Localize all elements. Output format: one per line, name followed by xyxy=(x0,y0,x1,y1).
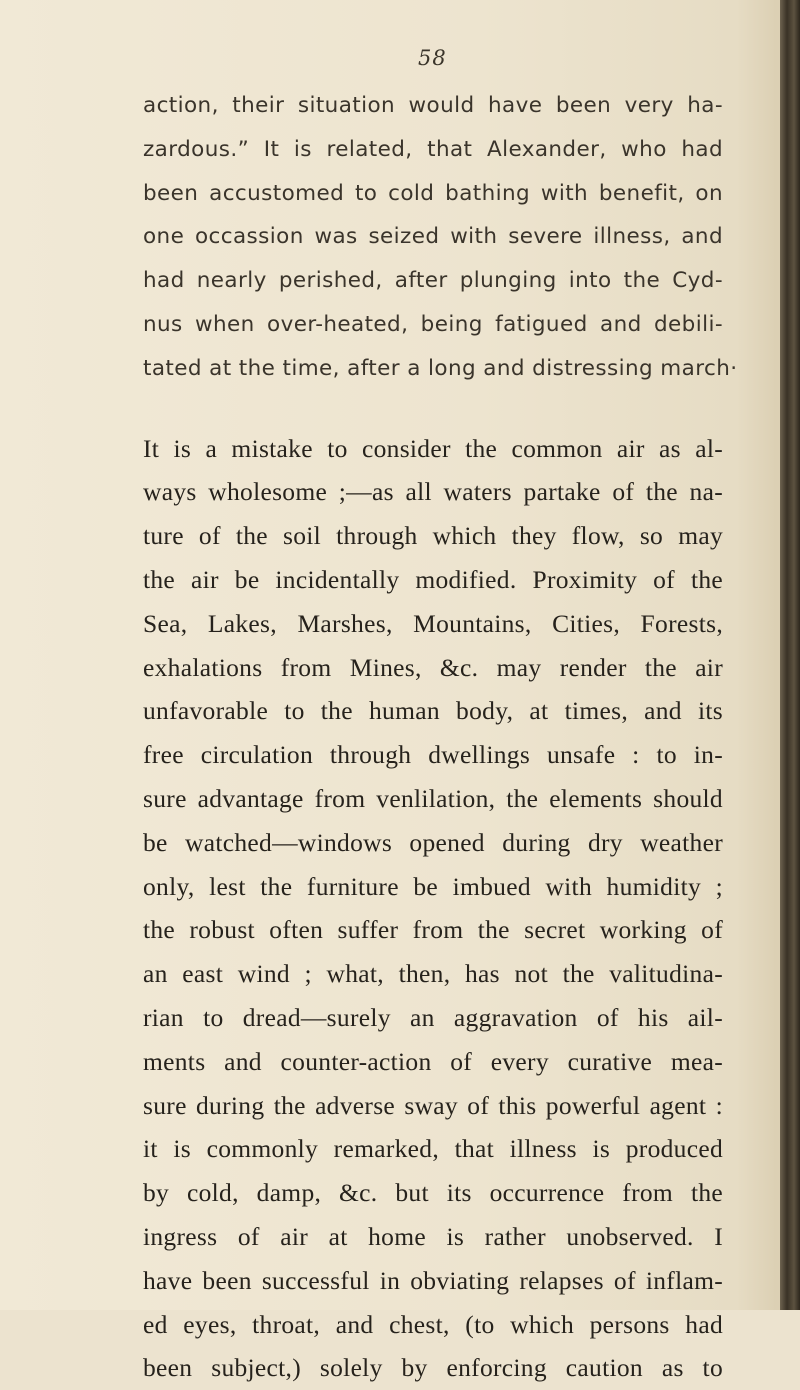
text-line: only, lest the furniture be imbued with humidity ; xyxy=(143,871,723,901)
paragraph-2 xyxy=(143,427,723,1390)
text-line: by cold, damp, &c. but its occurrence from the xyxy=(143,1178,723,1208)
text-line: free circulation through dwellings unsafe : to in- xyxy=(143,740,723,770)
text-line: It is a mistake to consider the common air as al- xyxy=(143,433,723,463)
text-line: an east wind ; what, then, has not the valitudina- xyxy=(143,959,723,989)
text-line: sure during the adverse sway of this powerful agent : xyxy=(143,1090,723,1120)
text-line: action, their situation would have been very ha- xyxy=(143,93,723,118)
text-line: ways wholesome ;—as all waters partake of the na- xyxy=(143,477,723,507)
text-line: ture of the soil through which they flow, so may xyxy=(143,521,723,551)
text-line: tated at the time, after a long and distressing march· xyxy=(143,355,738,381)
text-line: Sea, Lakes, Marshes, Mountains, Cities, Forests, xyxy=(143,608,723,638)
text-line: ed eyes, throat, and chest, (to which persons had xyxy=(143,1309,723,1339)
text-line: ments and counter-action of every curative mea- xyxy=(143,1046,723,1076)
text-line: been subject,) solely by enforcing caution as to xyxy=(143,1353,723,1383)
text-line: exhalations from Mines, &c. may render the air xyxy=(143,652,723,682)
body-text xyxy=(143,84,738,1390)
text-line: unfavorable to the human body, at times, and its xyxy=(143,696,723,726)
text-line: the robust often suffer from the secret working of xyxy=(143,915,723,945)
text-line: sure advantage from venlilation, the elements should xyxy=(143,783,723,813)
text-line: had nearly perished, after plunging into the Cyd- xyxy=(143,268,723,294)
text-line: the air be incidentally modified. Proximity of the xyxy=(143,564,723,594)
text-line: rian to dread—surely an aggravation of his ail- xyxy=(143,1002,723,1032)
paragraph-1 xyxy=(143,84,738,391)
text-line: one occassion was seized with severe illness, and xyxy=(143,224,723,250)
text-line: zardous.” It is related, that Alexander, who had xyxy=(143,136,723,162)
text-line: have been successful in obviating relapses of inflam- xyxy=(143,1265,723,1295)
text-line: it is commonly remarked, that illness is produced xyxy=(143,1134,723,1164)
text-line: been accustomed to cold bathing with benefit, on xyxy=(143,180,723,206)
book-binding-edge xyxy=(780,0,800,1310)
text-line: be watched—windows opened during dry weather xyxy=(143,827,723,857)
text-line: nus when over-heated, being fatigued and debili- xyxy=(143,311,723,337)
page-number: 58 xyxy=(418,46,447,70)
text-line: ingress of air at home is rather unobserved. I xyxy=(143,1221,723,1251)
